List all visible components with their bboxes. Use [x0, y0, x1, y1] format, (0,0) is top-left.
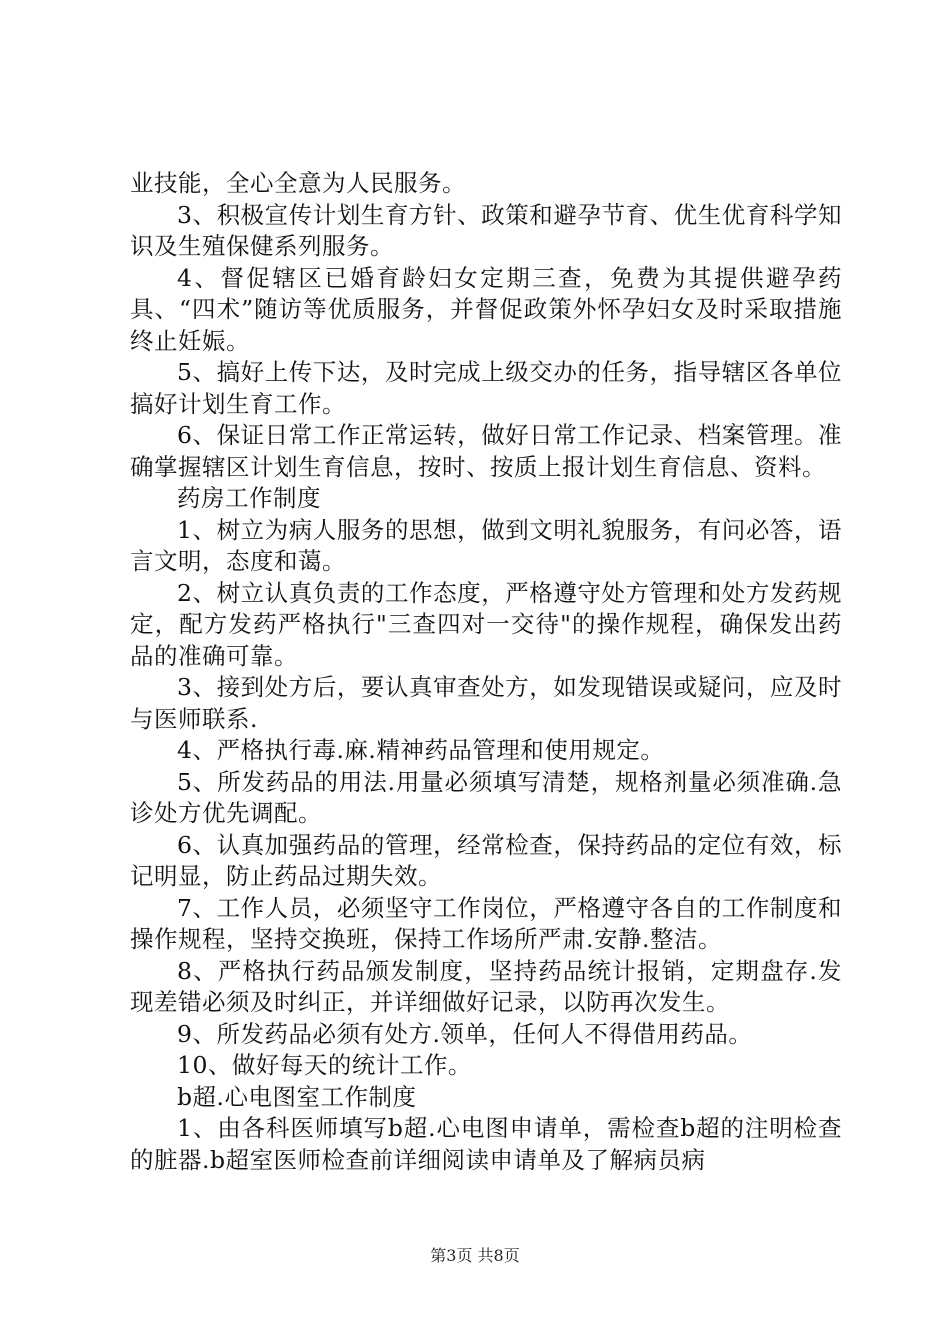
pharmacy-rule-7: 7、工作人员，必须坚守工作岗位，严格遵守各自的工作制度和操作规程，坚持交换班，保持工作场所严肃.安静.整洁。	[130, 893, 842, 953]
paragraph-item-5: 5、搞好上传下达，及时完成上级交办的任务，指导辖区各单位搞好计划生育工作。	[130, 358, 842, 418]
pharmacy-rule-1: 1、树立为病人服务的思想，做到文明礼貌服务，有问必答，语言文明，态度和蔼。	[130, 515, 842, 575]
pharmacy-rule-8: 8、严格执行药品颁发制度，坚持药品统计报销，定期盘存.发现差错必须及时纠正，并详细做好记录，以防再次发生。	[130, 956, 842, 1016]
page-footer: 第3页 共8页	[430, 1246, 520, 1265]
pharmacy-rule-5: 5、所发药品的用法.用量必须填写清楚，规格剂量必须准确.急诊处方优先调配。	[130, 767, 842, 827]
section-heading-ultrasound-ecg: b超.心电图室工作制度	[177, 1082, 417, 1111]
pharmacy-rule-2: 2、树立认真负责的工作态度，严格遵守处方管理和处方发药规定，配方发药严格执行"三查四对一交待"的操作规程，确保发出药品的准确可靠。	[130, 578, 842, 670]
paragraph-item-3: 3、积极宣传计划生育方针、政策和避孕节育、优生优育科学知识及生殖保健系列服务。	[130, 200, 842, 260]
section-heading-pharmacy: 药房工作制度	[177, 484, 321, 512]
ultrasound-rule-1: 1、由各科医师填写b超.心电图申请单，需检查b超的注明检查的脏器.b超室医师检查前详细阅读申请单及了解病员病	[130, 1114, 842, 1174]
pharmacy-rule-10: 10、做好每天的统计工作。	[177, 1051, 472, 1079]
document-body	[130, 168, 842, 1176]
paragraph-item-4: 4、督促辖区已婚育龄妇女定期三查，免费为其提供避孕药具、“四术”随访等优质服务，并督促政策外怀孕妇女及时采取措施终止妊娠。	[130, 263, 842, 355]
pharmacy-rule-3: 3、接到处方后，要认真审查处方，如发现错误或疑问，应及时与医师联系.	[130, 673, 842, 733]
pharmacy-rule-6: 6、认真加强药品的管理，经常检查，保持药品的定位有效，标记明显，防止药品过期失效。	[130, 830, 842, 890]
paragraph-item-6: 6、保证日常工作正常运转，做好日常工作记录、档案管理。准确掌握辖区计划生育信息，按时、按质上报计划生育信息、资料。	[130, 421, 842, 481]
pharmacy-rule-9: 9、所发药品必须有处方.领单，任何人不得借用药品。	[177, 1019, 753, 1048]
pharmacy-rule-4: 4、严格执行毒.麻.精神药品管理和使用规定。	[177, 736, 665, 764]
paragraph-continuation: 业技能，全心全意为人民服务。	[130, 169, 466, 197]
